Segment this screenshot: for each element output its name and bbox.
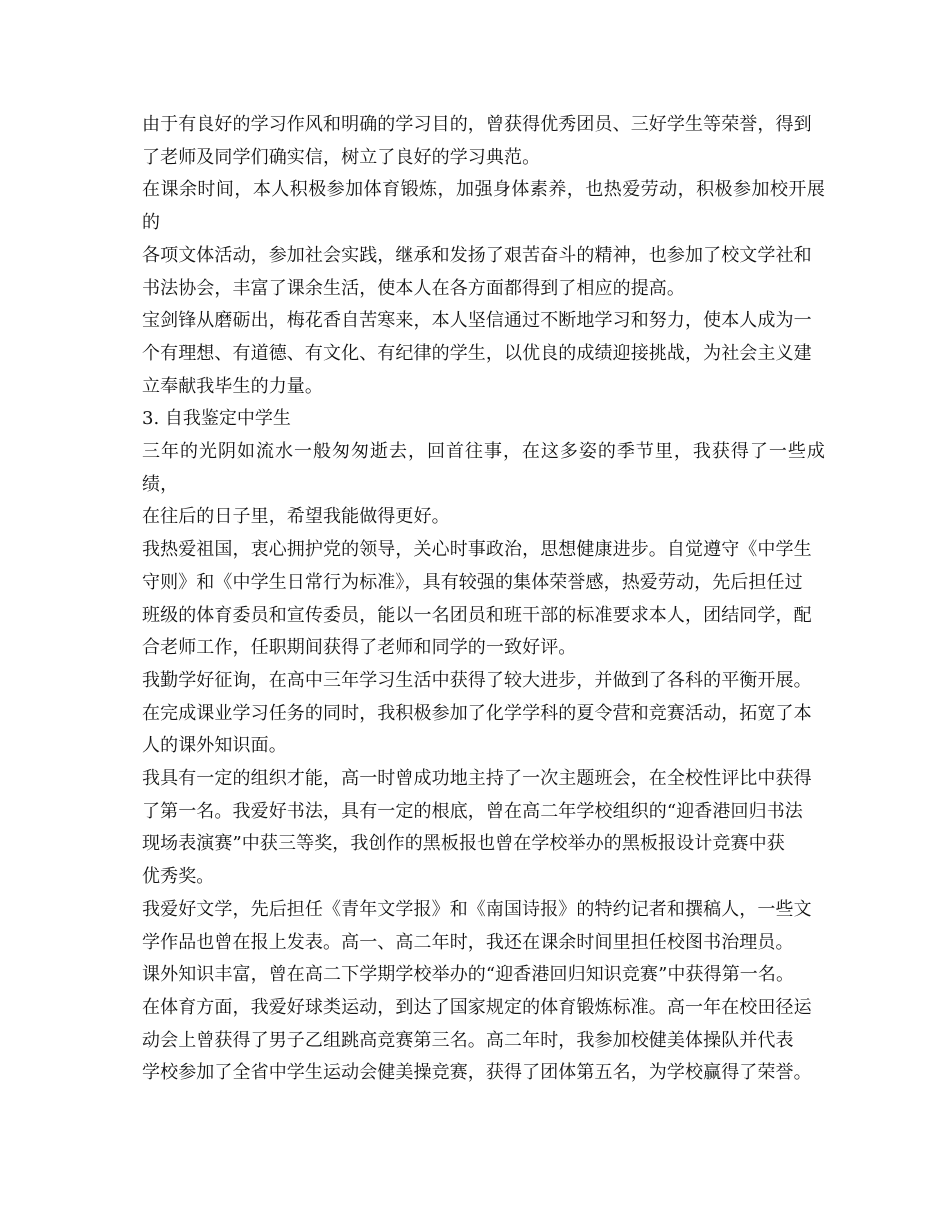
section-heading: 3. 自我鉴定中学生: [142, 408, 291, 430]
paragraph-7: 在完成课业学习任务的同时，我积极参加了化学学科的夏令营和竞赛活动，拓宽了本 人的课外知识面。: [142, 702, 812, 757]
paragraph-8: 我具有一定的组织才能，高一时曾成功地主持了一次主题班会，在全校性评比中获得 了第一名。我爱好书法，具有一定的根底，曾在高二年学校组织的“迎香港回归书法 现场表演赛”中获三等奖，我创作的黑板报也曾在学校举办的黑板报设计竞赛中获 优秀奖。: [142, 768, 812, 888]
paragraph-3: 宝剑锋从磨砺出，梅花香自苦寒来，本人坚信通过不断地学习和努力，使本人成为一 个有理想、有道德、有文化、有纪律的学生，以优良的成绩迎接挑战，为社会主义建 立奉献我毕生的力量。: [142, 310, 812, 397]
paragraph-10: 课外知识丰富，曾在高二下学期学校举办的“迎香港回归知识竞赛”中获得第一名。: [142, 964, 795, 986]
paragraph-4: 三年的光阴如流水一般匆匆逝去，回首往事，在这多姿的季节里，我获得了一些成绩， 在往后的日子里，希望我能做得更好。: [142, 441, 825, 528]
paragraph-11: 在体育方面，我爱好球类运动，到达了国家规定的体育锻炼标准。高一年在校田径运 动会上曾获得了男子乙组跳高竞赛第三名。高二年时，我参加校健美体操队并代表 学校参加了全省中学生运动会健美操竞赛，获得了团体第五名，为学校赢得了荣誉。: [142, 996, 812, 1084]
paragraph-9: 我爱好文学，先后担任《青年文学报》和《南国诗报》的特约记者和撰稿人，一些文 学作品也曾在报上发表。高一、高二年时，我还在课余时间里担任校图书治理员。: [142, 898, 812, 953]
paragraph-2: 在课余时间，本人积极参加体育锻炼，加强身体素养，也热爱劳动，积极参加校开展的 各项文体活动，参加社会实践，继承和发扬了艰苦奋斗的精神，也参加了校文学社和 书法协会，丰富了课余生活，使本人在各方面都得到了相应的提高。: [142, 179, 825, 299]
paragraph-6: 我勤学好征询，在高中三年学习生活中获得了较大进步，并做到了各科的平衡开展。: [142, 669, 812, 691]
paragraph-5: 我热爱祖国，衷心拥护党的领导，关心时事政治，思想健康进步。自觉遵守《中学生 守则》和《中学生日常行为标准》，具有较强的集体荣誉感，热爱劳动，先后担任过 班级的体育委员和宣传委员，能以一名团员和班干部的标准要求本人，团结同学，配 合老师工作，任职期间获得了老师和同学的一致好评。: [142, 539, 812, 659]
paragraph-1: 由于有良好的学习作风和明确的学习目的，曾获得优秀团员、三好学生等荣誉，得到 了老师及同学们确实信，树立了良好的学习典范。: [142, 114, 812, 168]
